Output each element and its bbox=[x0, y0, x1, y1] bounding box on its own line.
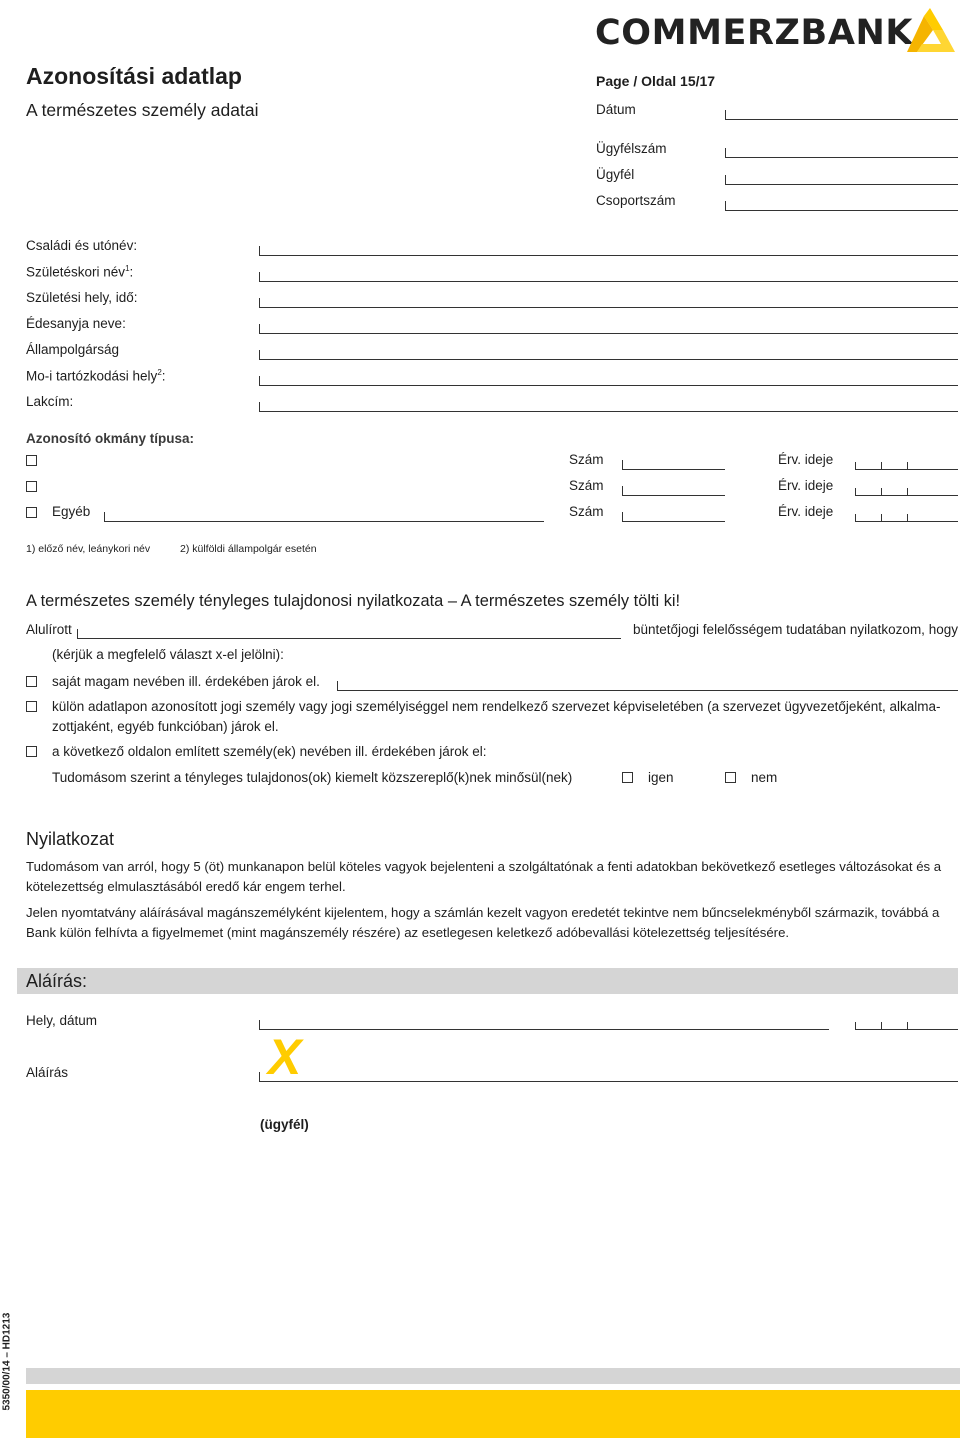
validity-month-3[interactable] bbox=[881, 514, 907, 522]
client-label: Ügyfél bbox=[596, 167, 635, 182]
signature-section-bar bbox=[17, 968, 958, 994]
birth-name-label: Születéskori név$^1$: bbox=[26, 264, 134, 280]
page-subtitle: A természetes személy adatai bbox=[26, 100, 259, 120]
declare-text: büntetőjogi felelősségem tudatában nyilatkozom, hogy bbox=[633, 622, 958, 637]
residence-field[interactable] bbox=[259, 376, 958, 386]
option-organisation-label-1: külön adatlapon azonosított jogi személy vagy jogi személyiséggel nem rendelkező szervezet képviseletében (a szervezet ügyvezetőjeként, alkalma- bbox=[52, 699, 941, 714]
place-date-field[interactable] bbox=[259, 1020, 829, 1030]
option-self-checkbox[interactable] bbox=[26, 676, 37, 687]
mother-name-label: Édesanyja neve: bbox=[26, 316, 126, 331]
client-caption: (ügyfél) bbox=[260, 1117, 309, 1132]
other-doc-label: Egyéb bbox=[52, 504, 91, 519]
client-number-label: Ügyfélszám bbox=[596, 141, 667, 156]
place-date-label: Hely, dátum bbox=[26, 1013, 98, 1028]
form-code: 5350/00/14 – HD1213 bbox=[1, 1312, 13, 1411]
validity-year-3[interactable] bbox=[855, 514, 881, 522]
id-doc-checkbox-other[interactable] bbox=[26, 507, 37, 518]
signature-label: Aláírás bbox=[26, 1065, 69, 1080]
page-number: Page / Oldal 15/17 bbox=[596, 73, 716, 89]
number-field-3[interactable] bbox=[622, 512, 725, 522]
validity-month-1[interactable] bbox=[881, 462, 907, 470]
validity-label-2: Érv. ideje bbox=[778, 478, 834, 493]
bottom-yellow-bar bbox=[26, 1390, 960, 1438]
validity-month-2[interactable] bbox=[881, 488, 907, 496]
pep-yes-label: igen bbox=[648, 770, 674, 785]
page-title: Azonosítási adatlap bbox=[26, 63, 242, 89]
validity-day-3[interactable] bbox=[907, 514, 958, 522]
undersigned-field[interactable] bbox=[77, 629, 621, 639]
number-label-2: Szám bbox=[569, 478, 604, 493]
sign-date-month[interactable] bbox=[881, 1022, 907, 1030]
option-others-label: a következő oldalon említett személy(ek) nevében ill. érdekében járok el: bbox=[52, 744, 487, 759]
commerzbank-ribbon-icon bbox=[903, 6, 957, 56]
footnote-2: 2) külföldi állampolgár esetén bbox=[180, 543, 317, 555]
validity-year-2[interactable] bbox=[855, 488, 881, 496]
number-field-1[interactable] bbox=[622, 460, 725, 470]
option-others-checkbox[interactable] bbox=[26, 746, 37, 757]
number-label-3: Szám bbox=[569, 504, 604, 519]
declaration-heading: Nyilatkozat bbox=[26, 829, 115, 849]
brand-logo-text: COMMERZBANK bbox=[595, 13, 914, 53]
sign-date-day[interactable] bbox=[907, 1022, 958, 1030]
declaration-paragraph-2: Jelen nyomtatvány aláírásával magánszemélyként kijelentem, hogy a számlán kezelt vagyon eredetét tekintve nem bűncselekményből származik, továbbá a Bank külön felhívta a figyelmemet (mint magánszemély részére) az esetlegesen keletkező adóbevallási kötelezettség teljesítésére. bbox=[26, 905, 940, 940]
option-self-label: saját magam nevében ill. érdekében járok el. bbox=[52, 674, 320, 689]
residence-label: Mo-i tartózkodási hely$^2$: bbox=[26, 368, 166, 384]
signature-heading: Aláírás: bbox=[26, 971, 88, 991]
pep-yes-checkbox[interactable] bbox=[622, 772, 633, 783]
validity-label-3: Érv. ideje bbox=[778, 504, 834, 519]
sign-here-mark: X bbox=[268, 1029, 302, 1085]
option-self-field[interactable] bbox=[337, 681, 958, 691]
birth-place-field[interactable] bbox=[259, 298, 958, 308]
number-label-1: Szám bbox=[569, 452, 604, 467]
date-label: Dátum bbox=[596, 102, 636, 117]
bottom-gray-bar bbox=[26, 1368, 960, 1384]
id-doc-checkbox-2[interactable] bbox=[26, 481, 37, 492]
full-name-field[interactable] bbox=[259, 246, 958, 256]
other-doc-field[interactable] bbox=[104, 512, 544, 522]
declaration-paragraph-1: Tudomásom van arról, hogy 5 (öt) munkanapon belül köteles vagyok bejelenteni a szolgáltatónak a fenti adatokban bekövetkező esetleges változásokat és a kötelezettség elmulasztásából eredő kár engem terhel. bbox=[26, 859, 942, 894]
full-name-label: Családi és utónév: bbox=[26, 238, 138, 253]
group-number-field[interactable] bbox=[725, 201, 958, 211]
validity-day-2[interactable] bbox=[907, 488, 958, 496]
signature-field[interactable] bbox=[259, 1072, 958, 1082]
pep-no-label: nem bbox=[751, 770, 778, 785]
ownership-heading: A természetes személy tényleges tulajdonosi nyilatkozata – A természetes személy tölti ki! bbox=[26, 592, 681, 610]
validity-day-1[interactable] bbox=[907, 462, 958, 470]
sign-date-year[interactable] bbox=[855, 1022, 881, 1030]
address-field[interactable] bbox=[259, 402, 958, 412]
number-field-2[interactable] bbox=[622, 486, 725, 496]
footnote-1: 1) előző név, leánykori név bbox=[26, 543, 151, 555]
address-label: Lakcím: bbox=[26, 394, 74, 409]
validity-label-1: Érv. ideje bbox=[778, 452, 834, 467]
date-field[interactable] bbox=[725, 110, 958, 120]
instruction-text: (kérjük a megfelelő választ x-el jelölni): bbox=[52, 647, 284, 662]
undersigned-label: Alulírott bbox=[26, 622, 72, 637]
citizenship-label: Állampolgárság bbox=[26, 342, 120, 357]
id-doc-heading: Azonosító okmány típusa: bbox=[26, 431, 195, 446]
group-number-label: Csoportszám bbox=[596, 193, 676, 208]
citizenship-field[interactable] bbox=[259, 350, 958, 360]
id-doc-checkbox-1[interactable] bbox=[26, 455, 37, 466]
birth-name-field[interactable] bbox=[259, 272, 958, 282]
option-organisation-label-2: zottjaként, egyéb funkcióban) járok el. bbox=[52, 719, 279, 734]
pep-question: Tudomásom szerint a tényleges tulajdonos(ok) kiemelt közszereplő(k)nek minősül(nek) bbox=[52, 770, 573, 785]
client-field[interactable] bbox=[725, 175, 958, 185]
pep-no-checkbox[interactable] bbox=[725, 772, 736, 783]
client-number-field[interactable] bbox=[725, 148, 958, 158]
birth-place-label: Születési hely, idő: bbox=[26, 290, 138, 305]
validity-year-1[interactable] bbox=[855, 462, 881, 470]
option-organisation-checkbox[interactable] bbox=[26, 701, 37, 712]
mother-name-field[interactable] bbox=[259, 324, 958, 334]
